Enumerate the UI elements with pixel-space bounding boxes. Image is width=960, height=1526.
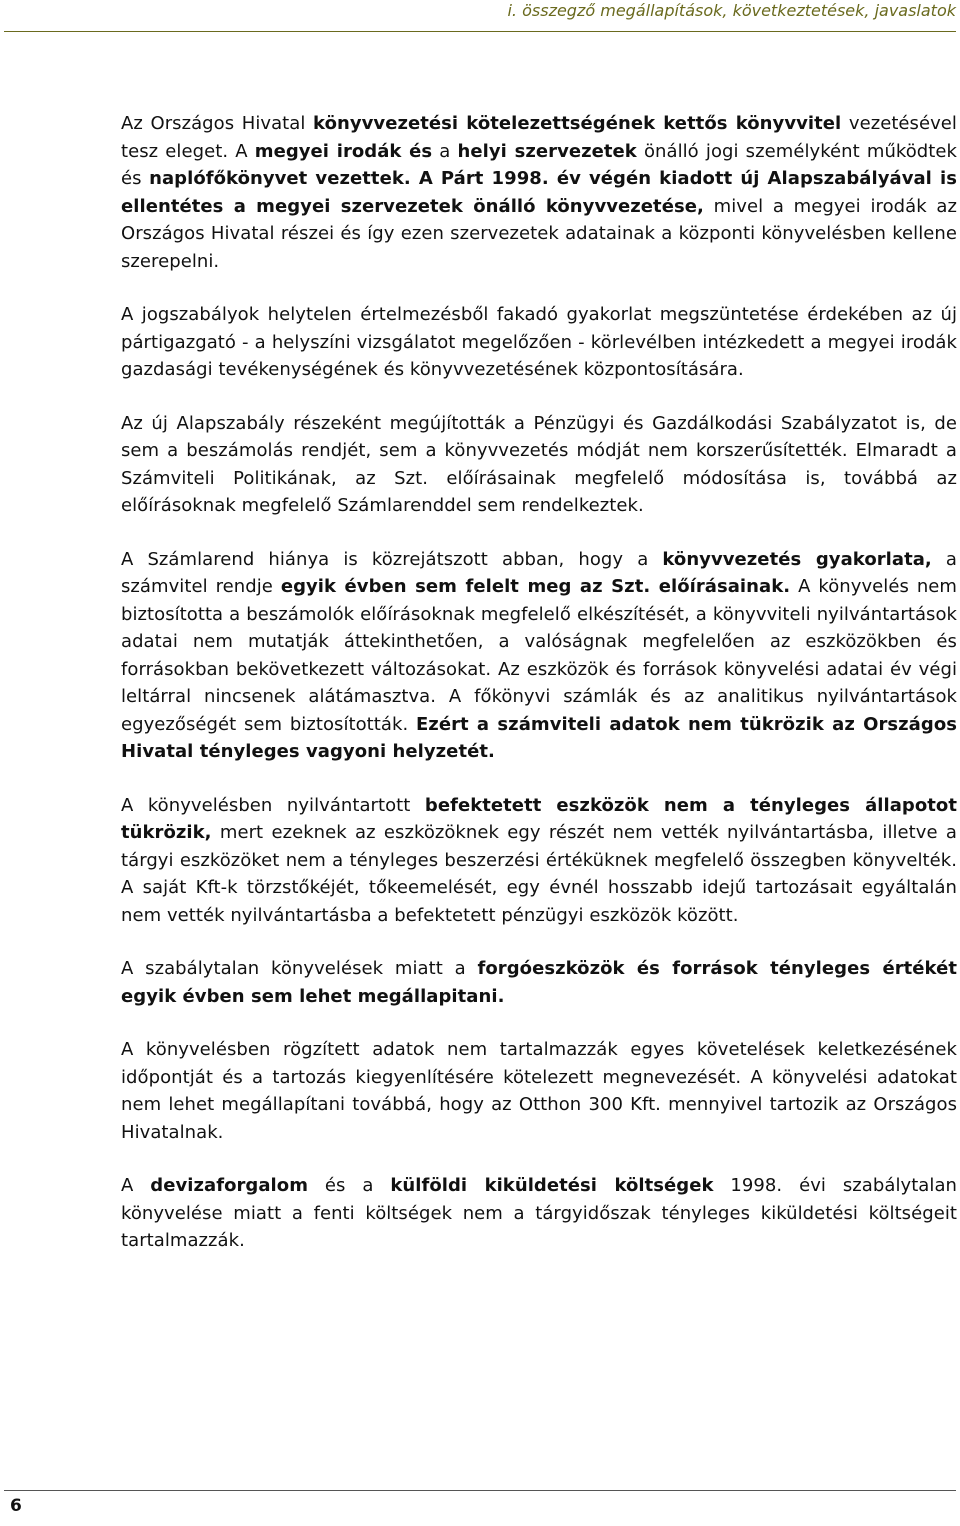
- running-header: [0, 0, 960, 34]
- text-run: A könyvelésben rögzített adatok nem tartalmazzák egyes követelések keletkezésének időpontját és a tartozás kiegyenlítésére kötelezett megnevezését. A könyvelési adatokat nem lehet megállapítani továbbá, hogy az Otthon 300 Kft. mennyivel tartozik az Országos Hivatalnak.: [121, 1039, 957, 1143]
- text-run: a: [432, 140, 458, 162]
- text-run: A könyvelés nem biztosította a beszámolók előírásoknak megfelelő elkészítését, a könyvviteli nyilvántartások adatai nem mutatják áttekinthetően, a valóságnak megfelelően az eszközökben és forrásokban bekövetkezett változásokat. Az eszközök és források könyvelési adatai év végi leltárral nincsenek alátámasztva. A főkönyvi számlák és az analitikus nyilvántartások egyezőségét sem biztosították.: [121, 576, 957, 735]
- text-run: Az Országos Hivatal: [121, 113, 314, 134]
- bold-text-run: megyei irodák és: [254, 140, 433, 162]
- page-number: 6: [10, 1496, 22, 1516]
- paragraph-8: [121, 1172, 957, 1255]
- paragraph-4: [121, 546, 957, 766]
- paragraph-1: [121, 110, 957, 275]
- text-run: A szabálytalan könyvelések miatt a: [121, 958, 478, 979]
- paragraph-7: [121, 1036, 957, 1146]
- bold-text-run: devizaforgalom: [150, 1175, 308, 1196]
- paragraph-3: [121, 410, 957, 520]
- text-run: A könyvelésben nyilvántartott: [121, 794, 425, 816]
- text-run: A jogszabályok helytelen értelmezésből fakadó gyakorlat megszüntetése érdekében az új pártigazgató - a helyszíni vizsgálatot megelőzően - körlevélben intézkedett a megyei irodák gazdasági tevékenységének és könyvvezetésének központosítására.: [121, 304, 957, 380]
- bold-text-run: helyi szervezetek: [457, 140, 637, 162]
- paragraph-5: [121, 792, 957, 930]
- bold-text-run: befektetett eszközök nem a tényleges állapotot tükrözik,: [121, 794, 957, 843]
- text-run: és a: [308, 1175, 391, 1196]
- bold-text-run: könyvvezetési kötelezettségének kettős könyvvitel: [313, 113, 842, 134]
- text-run: 1998. évi szabálytalan könyvelése miatt a fenti költségek nem a tárgyidőszak tényleges kiküldetési költségeit tartalmazzák.: [121, 1175, 957, 1251]
- text-run: A Számlarend hiánya is közrejátszott abban, hogy a: [121, 548, 663, 570]
- text-run: a számvitel rendje: [121, 548, 957, 597]
- text-run: vezetésével tesz eleget. A: [121, 113, 957, 162]
- paragraph-6: [121, 955, 957, 1010]
- text-run: Az új Alapszabály részeként megújították a Pénzügyi és Gazdálkodási Szabályzatot is, de sem a beszámolás rendjét, sem a könyvvezetés módját nem korszerűsítették. Elmaradt a Számviteli Politikának, az Szt. előírásainak megfelelő módosítása is, továbbá az előírásoknak megfelelő Számlarenddel sem rendelkeztek.: [121, 412, 957, 516]
- bold-text-run: egyik évben sem felelt meg az Szt. előírásainak.: [280, 576, 791, 597]
- text-run: A: [121, 1175, 151, 1196]
- text-run: önálló jogi személyként működtek és: [121, 140, 957, 189]
- bold-text-run: naplófőkönyvet vezettek. A Párt 1998. év végén kiadott új Alapszabályával is ellentétes a megyei szervezetek önálló könyvvezetése,: [121, 168, 957, 217]
- bold-text-run: könyvvezetés gyakorlata,: [662, 548, 932, 570]
- text-run: mert ezeknek az eszközöknek egy részét nem vették nyilvántartásba, illetve a tárgyi eszközöket nem a tényleges beszerzési értéküknek megfelelő összegben könyvelték. A saját Kft-k törzstőkéjét, tőkeemelését, egy évnél hosszabb idejű tartozásait egyáltalán nem vették nyilvántartásba a befektetett pénzügyi eszközök között.: [121, 822, 957, 926]
- document-body: [121, 110, 957, 1281]
- running-header-title: i. összegző megállapítások, következtetések, javaslatok: [507, 1, 956, 20]
- paragraph-2: [121, 301, 957, 384]
- page-footer: [4, 1490, 956, 1526]
- text-run: mivel a megyei irodák az Országos Hivatal részei és így ezen szervezetek adatainak a központi könyvelésben kellene szerepelni.: [121, 195, 957, 272]
- header-rule: [4, 31, 956, 32]
- bold-text-run: Ezért a számviteli adatok nem tükrözik az Országos Hivatal tényleges vagyoni helyzetét.: [121, 713, 957, 762]
- bold-text-run: forgóeszközök és források tényleges értékét egyik évben sem lehet megállapitani.: [121, 958, 957, 1007]
- bold-text-run: külföldi kiküldetési költségek: [390, 1175, 714, 1196]
- footer-rule: [4, 1490, 956, 1491]
